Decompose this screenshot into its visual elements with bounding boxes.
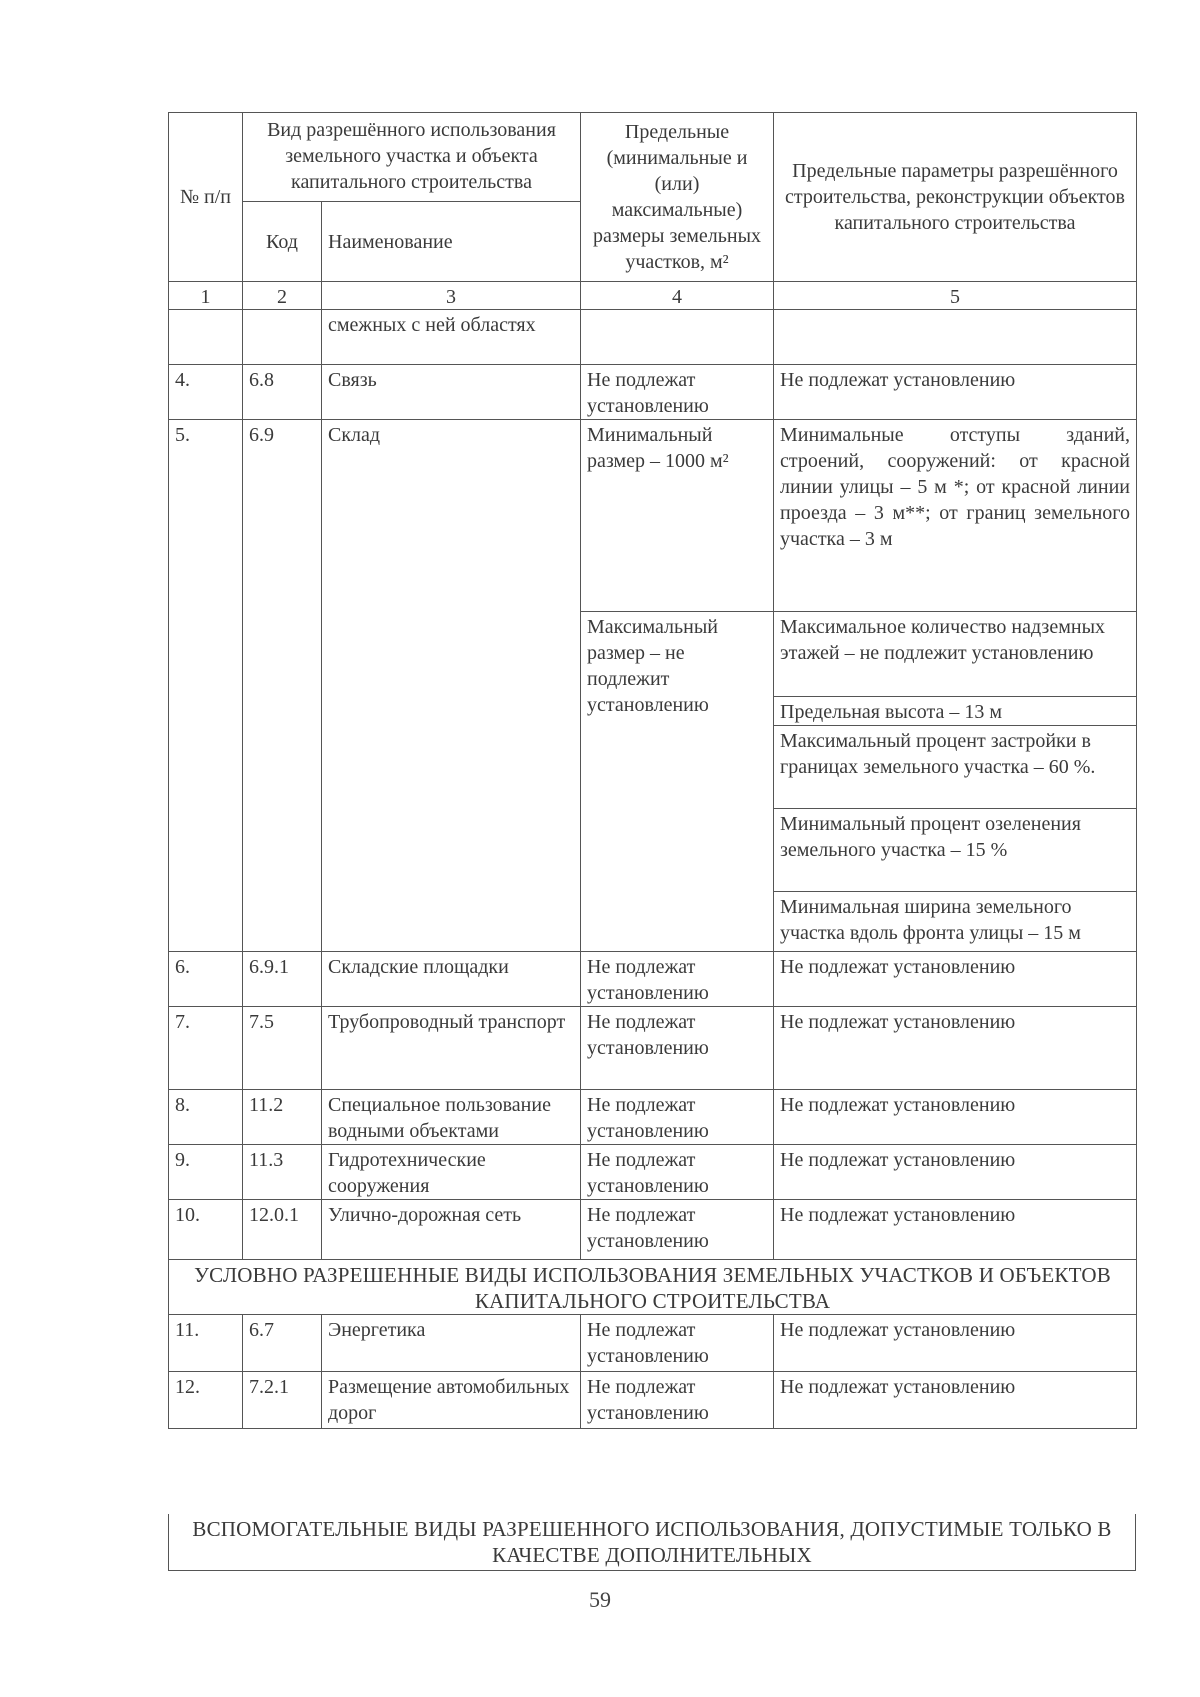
row-6-code: 6.9.1 <box>243 952 322 1007</box>
cont-number <box>169 310 243 365</box>
col-number-3: 3 <box>322 282 581 310</box>
row-5-param-greening: Минимальный процент озеленения земельного участка – 15 % <box>774 809 1137 892</box>
row-11-name: Энергетика <box>322 1315 581 1372</box>
row-12-name: Размещение автомобильных дорог <box>322 1372 581 1429</box>
row-8-param: Не подлежат установлению <box>774 1090 1137 1145</box>
row-12-number: 12. <box>169 1372 243 1429</box>
header-use-type: Вид разрешённого использования земельного участка и объекта капитального строительства <box>243 113 581 202</box>
row-7-size: Не подлежат установлению <box>581 1007 774 1090</box>
row-5-param-width: Минимальная ширина земельного участка вдоль фронта улицы – 15 м <box>774 892 1137 952</box>
col-number-2: 2 <box>243 282 322 310</box>
header-code: Код <box>243 202 322 282</box>
row-5-size-max: Максимальный размер – не подлежит установлению <box>581 612 774 952</box>
row-9-code: 11.3 <box>243 1145 322 1200</box>
row-6-name: Складские площадки <box>322 952 581 1007</box>
row-7-number: 7. <box>169 1007 243 1090</box>
row-11-code: 6.7 <box>243 1315 322 1372</box>
section-auxiliary-uses: ВСПОМОГАТЕЛЬНЫЕ ВИДЫ РАЗРЕШЕННОГО ИСПОЛЬЗОВАНИЯ, ДОПУСТИМЫЕ ТОЛЬКО В КАЧЕСТВЕ ДОПОЛНИТЕЛЬНЫХ <box>192 1517 1112 1567</box>
row-12-code: 7.2.1 <box>243 1372 322 1429</box>
row-10-name: Улично-дорожная сеть <box>322 1200 581 1260</box>
row-6-size: Не подлежат установлению <box>581 952 774 1007</box>
cont-code <box>243 310 322 365</box>
row-5-name: Склад <box>322 420 581 952</box>
row-9-number: 9. <box>169 1145 243 1200</box>
row-5-param-floors: Максимальное количество надземных этажей – не подлежит установлению <box>774 612 1137 697</box>
row-8-code: 11.2 <box>243 1090 322 1145</box>
row-7-param: Не подлежат установлению <box>774 1007 1137 1090</box>
row-9-name: Гидротехнические сооружения <box>322 1145 581 1200</box>
cont-param <box>774 310 1137 365</box>
col-number-5: 5 <box>774 282 1137 310</box>
row-4-param: Не подлежат установлению <box>774 365 1137 420</box>
row-10-number: 10. <box>169 1200 243 1260</box>
row-10-code: 12.0.1 <box>243 1200 322 1260</box>
page-number: 59 <box>589 1587 611 1612</box>
zoning-table <box>168 112 1137 1429</box>
row-11-param: Не подлежат установлению <box>774 1315 1137 1372</box>
row-8-number: 8. <box>169 1090 243 1145</box>
row-7-code: 7.5 <box>243 1007 322 1090</box>
header-sizes: Предельные (минимальные и (или) максимальные) размеры земельных участков, м² <box>581 113 774 282</box>
header-number: № п/п <box>169 113 243 282</box>
row-10-param: Не подлежат установлению <box>774 1200 1137 1260</box>
row-9-size: Не подлежат установлению <box>581 1145 774 1200</box>
row-12-param: Не подлежат установлению <box>774 1372 1137 1429</box>
row-6-param: Не подлежат установлению <box>774 952 1137 1007</box>
row-11-size: Не подлежат установлению <box>581 1315 774 1372</box>
row-4-name: Связь <box>322 365 581 420</box>
row-8-name: Специальное пользование водными объектами <box>322 1090 581 1145</box>
cont-size <box>581 310 774 365</box>
cont-name: смежных с ней областях <box>322 310 581 365</box>
row-9-param: Не подлежат установлению <box>774 1145 1137 1200</box>
row-4-code: 6.8 <box>243 365 322 420</box>
col-number-4: 4 <box>581 282 774 310</box>
col-number-1: 1 <box>169 282 243 310</box>
row-12-size: Не подлежат установлению <box>581 1372 774 1429</box>
row-5-param-height: Предельная высота – 13 м <box>774 697 1137 726</box>
header-name: Наименование <box>322 202 581 282</box>
row-4-size: Не подлежат установлению <box>581 365 774 420</box>
row-4-number: 4. <box>169 365 243 420</box>
row-5-size-min: Минимальный размер – 1000 м² <box>581 420 774 612</box>
section-conditional-uses: УСЛОВНО РАЗРЕШЕННЫЕ ВИДЫ ИСПОЛЬЗОВАНИЯ ЗЕМЕЛЬНЫХ УЧАСТКОВ И ОБЪЕКТОВ КАПИТАЛЬНОГО СТРОИТЕЛЬСТВА <box>169 1260 1137 1315</box>
section-auxiliary-box <box>168 1514 1136 1571</box>
row-5-number: 5. <box>169 420 243 952</box>
row-5-param-coverage: Максимальный процент застройки в границах земельного участка – 60 %. <box>774 726 1137 809</box>
row-5-code: 6.9 <box>243 420 322 952</box>
row-8-size: Не подлежат установлению <box>581 1090 774 1145</box>
row-11-number: 11. <box>169 1315 243 1372</box>
row-7-name: Трубопроводный транспорт <box>322 1007 581 1090</box>
row-6-number: 6. <box>169 952 243 1007</box>
header-params: Предельные параметры разрешённого строительства, реконструкции объектов капитального строительства <box>774 113 1137 282</box>
row-5-param-setbacks: Минимальные отступы зданий, строений, сооружений: от красной линии улицы – 5 м *; от красной линии проезда – 3 м**; от границ земельного участка – 3 м <box>774 420 1137 612</box>
row-10-size: Не подлежат установлению <box>581 1200 774 1260</box>
